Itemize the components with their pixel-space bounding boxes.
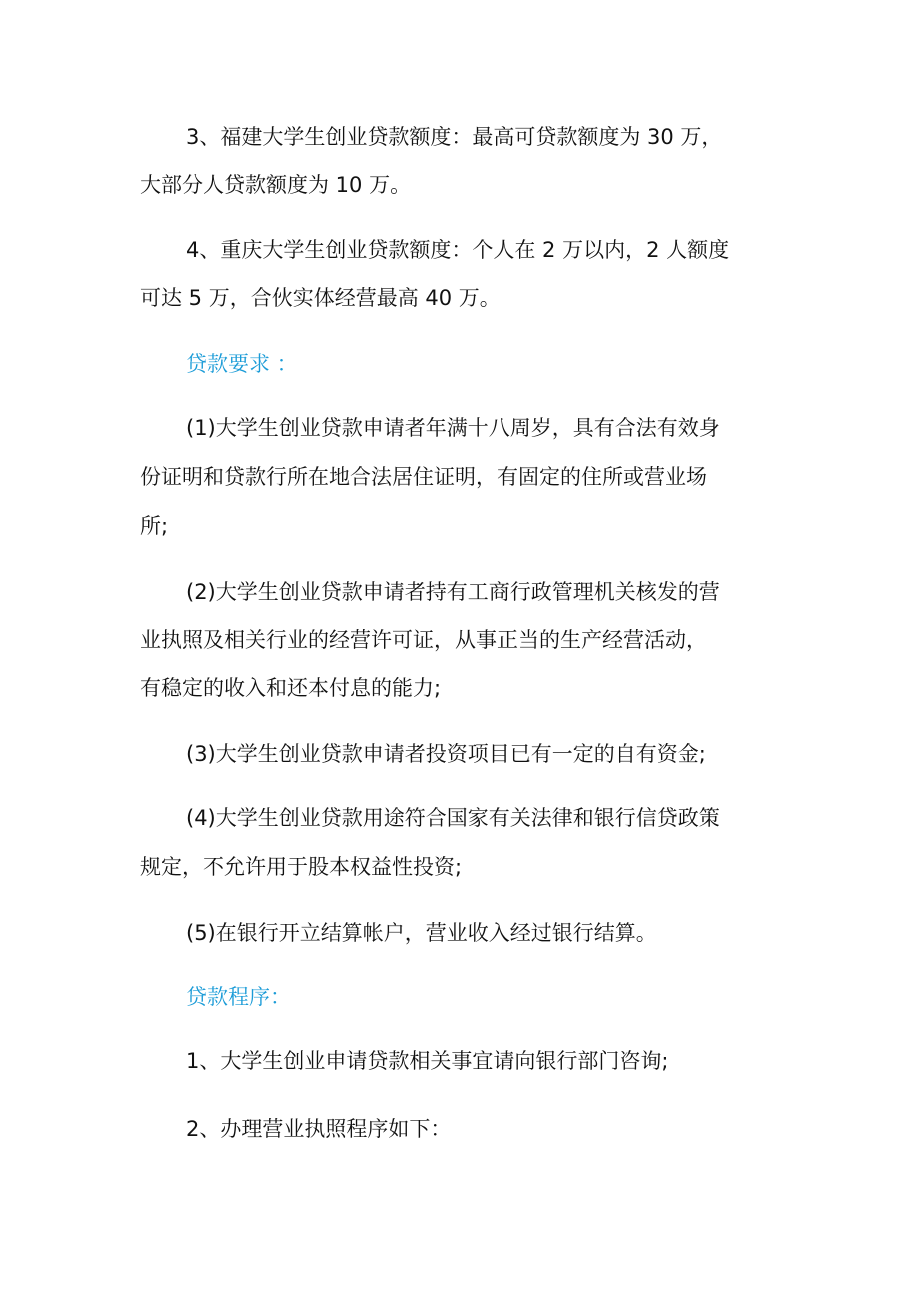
paragraph-line: (4)大学生创业贷款用途符合国家有关法律和银行信贷政策	[186, 806, 720, 830]
section-heading: 贷款要求 ：	[186, 352, 298, 376]
paragraph-line: 1、大学生创业申请贷款相关事宜请向银行部门咨询;	[186, 1049, 669, 1073]
paragraph-line: 大部分人贷款额度为 10 万。	[140, 173, 412, 197]
paragraph-line: (3)大学生创业贷款申请者投资项目已有一定的自有资金;	[186, 742, 706, 766]
paragraph-line: 规定，不允许用于股本权益性投资;	[140, 855, 463, 879]
paragraph-line: (5)在银行开立结算帐户，营业收入经过银行结算。	[186, 921, 657, 945]
paragraph-line: (2)大学生创业贷款申请者持有工商行政管理机关核发的营	[186, 580, 720, 604]
paragraph-line: (1)大学生创业贷款申请者年满十八周岁，具有合法有效身	[186, 416, 720, 440]
paragraph-line: 可达 5 万，合伙实体经营最高 40 万。	[140, 286, 501, 310]
paragraph-line: 2、办理营业执照程序如下：	[186, 1117, 452, 1141]
paragraph-line: 有稳定的收入和还本付息的能力;	[140, 676, 442, 700]
paragraph-line: 份证明和贷款行所在地合法居住证明，有固定的住所或营业场	[140, 465, 707, 489]
paragraph-line: 3、福建大学生创业贷款额度：最高可贷款额度为 30 万，	[186, 125, 723, 149]
paragraph-line: 所;	[140, 514, 169, 538]
paragraph-line: 4、重庆大学生创业贷款额度：个人在 2 万以内，2 人额度	[186, 238, 730, 262]
paragraph-line: 业执照及相关行业的经营许可证，从事正当的生产经营活动，	[140, 628, 707, 652]
section-heading: 贷款程序：	[186, 985, 291, 1009]
